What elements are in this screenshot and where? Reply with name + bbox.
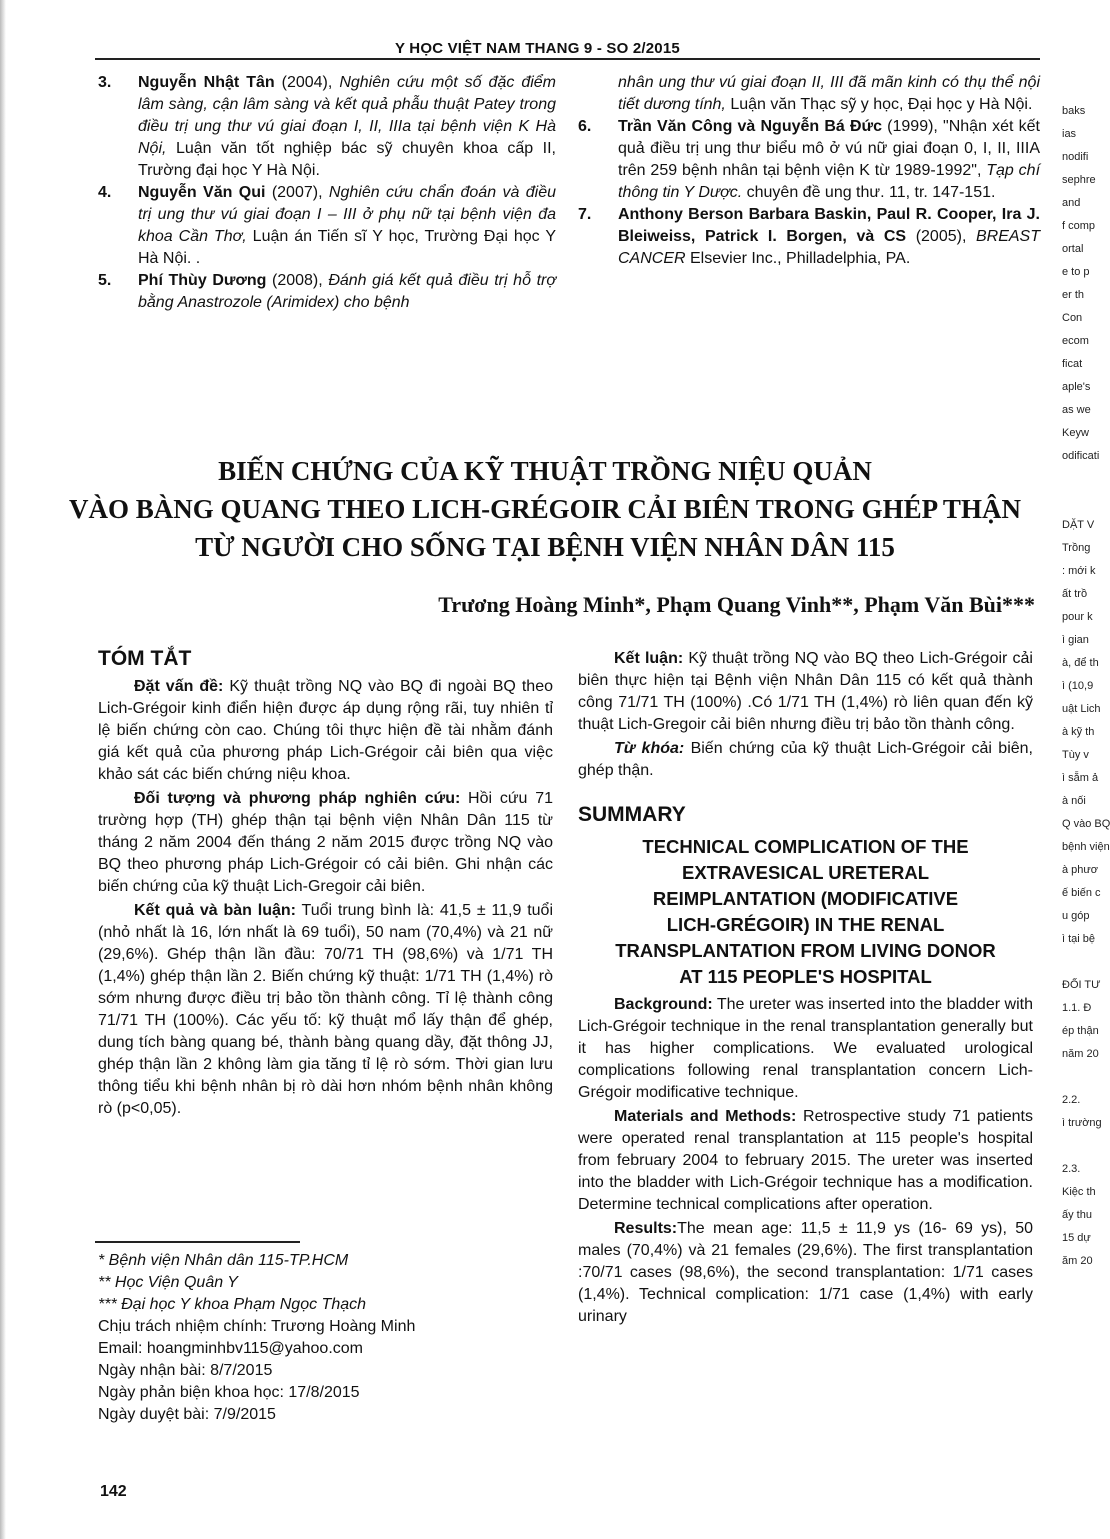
reference-continuation <box>578 72 1040 116</box>
fragment-line: 2.3. <box>1062 1163 1081 1175</box>
paragraph-label: Materials and Methods: <box>614 1108 797 1125</box>
reference-number: 4. <box>98 184 112 201</box>
summary-paragraph <box>578 1106 1033 1216</box>
fragment-line: Keyw <box>1062 427 1089 439</box>
date-reviewed: Ngày phản biện khoa học: 17/8/2015 <box>98 1384 360 1401</box>
fragment-line: ì trường <box>1062 1117 1102 1129</box>
fragment-line: er th <box>1062 289 1085 301</box>
reference-author: Nguyễn Nhật Tân <box>138 74 275 91</box>
fragment-line: e to p <box>1062 266 1090 278</box>
fragment-line: ecom <box>1062 335 1089 347</box>
fragment-line <box>1062 468 1090 491</box>
reference-year: (2008), <box>266 272 329 289</box>
fragment-line: odificati <box>1062 450 1100 462</box>
title-line: TRANSPLANTATION FROM LIVING DONOR <box>615 940 996 961</box>
reference-source: chuyên đề ung thư. 11, tr. 147-151. <box>742 184 996 201</box>
fragment-line: ì gian <box>1062 634 1089 646</box>
fragment-line: pour k <box>1062 611 1093 623</box>
fragment-line: 2.2. <box>1062 1094 1081 1106</box>
fragment-line: ficat <box>1062 358 1083 370</box>
fragment-line: ì (10,9 <box>1062 680 1094 692</box>
fragment-line: Tùy v <box>1062 749 1089 761</box>
fragment-line: as we <box>1062 404 1091 416</box>
reference-number: 7. <box>578 206 592 223</box>
reference-source: Luận văn tốt nghiệp bác sỹ chuyên khoa cấp II, Trường đại học Y Hà Nội. <box>138 140 556 179</box>
title-line: TECHNICAL COMPLICATION OF THE <box>642 836 969 857</box>
reference-year: (2007), <box>265 184 329 201</box>
reference-year: (2004), <box>274 74 340 91</box>
references-right <box>578 72 1040 270</box>
paragraph-text: The mean age: 11,5 ± 11,9 ys (16- 69 ys), 50 males (70,4%) và 21 females (29,6%). The first transplantation :70/71 cases (98,6%), the second transplantation: 1/71 cases (1,4%). Technical complication: 1/71 case (1,4%) with early urinary <box>578 1220 1033 1325</box>
reference-item <box>98 270 556 314</box>
fragment-line: ortal <box>1062 243 1084 255</box>
fragment-line: ất trồ <box>1062 588 1088 600</box>
paragraph-label: Kết luận: <box>614 650 684 667</box>
paragraph-label: Results: <box>614 1220 678 1237</box>
paragraph-text: The ureter was inserted into the bladder with Lich-Grégoir technique in the renal transplantation generally but it has higher complications. We evaluated urological complications following renal transplantation concern Lich-Grégoir modificative technique. <box>578 996 1033 1101</box>
reference-item <box>98 182 556 270</box>
fragment-line: Q vào BQ <box>1062 818 1110 830</box>
paragraph-text: Tuổi trung bình là: 41,5 ± 11,9 tuổi (nhỏ nhất là 16, lớn nhất là 69 tuổi), 50 nam (70,4%) và 21 nữ (29,6%). Ghép thận lần đầu: 70/71 TH (98,6%) và 1/71 TH (1,4%) ghép thận lần 2. Biến chứng kỹ thuật: 1/71 TH (1,4%) rò sớm nhưng được điều trị bảo tồn thành công. Tỉ lệ thành công 71/71 TH (100%). Các yếu tố: kỹ thuật mổ lấy thận để ghép, dung tích bàng quang bé, thành bàng quang dầy, đặt thông JJ, ghép thận lần 2 không làm gia tăng tỉ lệ rò sớm. Thời gian lưu thông tiểu khi bệnh nhân bị rò dài hơn nhóm bệnh nhân không rò (p<0,05). <box>98 902 553 1117</box>
summary-heading: SUMMARY <box>578 803 686 826</box>
fragment-line <box>1062 951 1090 974</box>
footnote-affiliation: ** Học Viện Quân Y <box>98 1274 238 1291</box>
fragment-line: DẶT V <box>1062 519 1095 531</box>
fragment-line: Kiệc th <box>1062 1186 1096 1198</box>
fragment-line: ĐỐI TƯ <box>1062 979 1101 991</box>
fragment-line: 1.1. Đ <box>1062 1002 1092 1014</box>
reference-item <box>98 72 556 182</box>
email: Email: hoangminhbv115@yahoo.com <box>98 1340 363 1357</box>
reference-item <box>578 204 1040 270</box>
fragment-line: aple's <box>1062 381 1091 393</box>
footnote-affiliation: *** Đại học Y khoa Phạm Ngọc Thạch <box>98 1296 367 1313</box>
fragment-line: bệnh viện <box>1062 841 1110 853</box>
article-title <box>40 452 1050 566</box>
reference-author: Nguyễn Văn Qui <box>138 184 266 201</box>
reference-title: Nghiên cứu một số đặc điểm lâm sàng, cận lâm sàng và kết quả phẫu thuật Patey trong điều trị ung thư vú giai đoạn I, II, IIIa tại bệnh viện K Hà Nội, <box>138 74 557 157</box>
abstract-paragraph <box>98 788 553 898</box>
fragment-line: and <box>1062 197 1081 209</box>
paragraph-text: Kỹ thuật trồng NQ vào BQ đi ngoài BQ theo Lich-Grégoir kinh điển hiện được áp dụng rộng rãi, tuy nhiên tỉ lệ biến chứng còn cao. Chúng tôi thực hiện đề tài nhằm đánh giá kết quả của phương pháp Lich-Grégoir cải biên qua việc khảo sát các biến chứng niệu khoa. <box>98 678 553 783</box>
abstract-paragraph <box>98 676 553 786</box>
fragment-line <box>1062 1066 1090 1089</box>
reference-number: 6. <box>578 118 592 135</box>
fragment-line: uật Lich <box>1062 703 1101 715</box>
paragraph-text: Biến chứng của kỹ thuật Lich-Grégoir cải biên, ghép thận. <box>578 740 1033 779</box>
references-left <box>98 72 556 314</box>
reference-source: Luận án Tiến sĩ Y học, Trường Đại học Y Hà Nội. . <box>138 228 556 267</box>
paragraph-text: Hồi cứu 71 trường hợp (TH) ghép thận tại bệnh viện Nhân Dân 115 từ tháng 2 năm 2004 đến tháng 2 năm 2015 được trồng NQ vào BQ theo phương pháp Lich-Grégoir có cải biên. Ghi nhận các biến chứng của kỹ thuật Lich-Gregoir cải biên. <box>98 790 554 895</box>
fragment-line: Con <box>1062 312 1083 324</box>
title-line: LICH-GRÉGOIR) IN THE RENAL <box>666 914 945 935</box>
footnote-rule <box>95 1241 300 1243</box>
reference-source: Elsevier Inc., Philladelphia, PA. <box>685 250 911 267</box>
footnote-affiliation: * Bệnh viện Nhân dân 115-TP.HCM <box>98 1252 349 1269</box>
fragment-line: à nối <box>1062 795 1086 807</box>
paragraph-label: Kết quả và bàn luận: <box>134 902 296 919</box>
fragment-line: f comp <box>1062 220 1096 232</box>
keywords <box>578 738 1033 782</box>
paragraph-text: Kỹ thuật trồng NQ vào BQ theo Lich-Grégoir cải biên thực hiện tại Bệnh viện Nhân Dân 115 có kết quả thành công 71/71 TH (100%) .Có 1/71 TH (1,4%) rò liên quan đến kỹ thuật Lich-Gregoir cải biên nhưng điều trị bảo tồn thành công. <box>578 650 1033 733</box>
adjacent-page-fragment <box>1062 100 1110 1296</box>
paragraph-label: Background: <box>614 996 713 1013</box>
abstract-paragraph <box>98 900 553 1120</box>
reference-author: Anthony Berson Barbara Baskin, Paul R. Cooper, Ira J. Bleiweiss, Patrick I. Borgen, và CS <box>618 206 1040 245</box>
reference-number: 5. <box>98 272 112 289</box>
fragment-line: ép thận <box>1062 1025 1099 1037</box>
fragment-line: ias <box>1062 128 1077 140</box>
title-line: AT 115 PEOPLE'S HOSPITAL <box>679 966 932 987</box>
abstract-vietnamese <box>98 648 553 1122</box>
reference-text: "Nhận xét kết quả điều trị ung thư biểu mô ở vú nữ giai đoạn 0, I, II, IIIA trên 259 bệnh nhân tại bệnh viện K từ 1989-1992", <box>618 118 1041 179</box>
title-line: REIMPLANTATION (MODIFICATIVE <box>652 888 959 909</box>
summary-paragraph <box>578 1218 1033 1328</box>
fragment-line: ế biến c <box>1062 887 1101 899</box>
reference-title: nhân ung thư vú giai đoạn II, III đã mãn kinh có thụ thể nội tiết dương tính, <box>618 74 1040 113</box>
title-line: VÀO BÀNG QUANG THEO LICH-GRÉGOIR CẢI BIÊN TRONG GHÉP THẬN <box>69 494 1021 524</box>
reference-title: BREAST CANCER <box>618 228 1040 267</box>
english-title <box>578 834 1033 990</box>
reference-item <box>578 116 1040 204</box>
reference-title: Tạp chí thông tin Y Dược. <box>618 162 1041 201</box>
reference-title: Đánh giá kết quả điều trị hỗ trợ bằng Anastrozole (Arimidex) cho bệnh <box>138 272 557 311</box>
fragment-line <box>1062 1273 1090 1296</box>
reference-source: Luận văn Thạc sỹ y học, Đại học y Hà Nội. <box>725 96 1033 113</box>
summary-paragraph <box>578 994 1033 1104</box>
author-list: Trương Hoàng Minh*, Phạm Quang Vinh**, Phạm Văn Bùi*** <box>438 592 1035 617</box>
header-rule <box>95 58 1040 60</box>
fragment-line: ì tại bệ <box>1062 933 1096 945</box>
title-line: BIẾN CHỨNG CỦA KỸ THUẬT TRỒNG NIỆU QUẢN <box>218 456 872 486</box>
fragment-line: ì sẵm ả <box>1062 772 1099 784</box>
fragment-line: à kỹ th <box>1062 726 1095 738</box>
fragment-line: 15 dự <box>1062 1232 1091 1244</box>
fragment-line: à, để th <box>1062 657 1099 669</box>
fragment-line: à phươ <box>1062 864 1098 876</box>
corresponding-author: Chịu trách nhiệm chính: Trương Hoàng Minh <box>98 1318 416 1335</box>
date-approved: Ngày duyệt bài: 7/9/2015 <box>98 1406 276 1423</box>
date-received: Ngày nhận bài: 8/7/2015 <box>98 1362 273 1379</box>
fragment-line: ăm 20 <box>1062 1255 1093 1267</box>
paragraph-label: Đối tượng và phương pháp nghiên cứu: <box>134 790 461 807</box>
abstract-paragraph <box>578 648 1033 736</box>
paragraph-text: Retrospective study 71 patients were operated renal transplantation at 115 people's hospital from february 2004 to february 2015. The ureter was inserted into the bladder with Lich-Grégoir technique has a modification. Determine technical complications after operation. <box>578 1108 1033 1213</box>
title-line: EXTRAVESICAL URETERAL <box>681 862 930 883</box>
page-number: 142 <box>100 1483 127 1500</box>
title-line: TỪ NGƯỜI CHO SỐNG TẠI BỆNH VIỆN NHÂN DÂN 115 <box>195 532 895 562</box>
reference-number: 3. <box>98 74 112 91</box>
reference-author: Trần Văn Công và Nguyễn Bá Đức <box>618 118 882 135</box>
abstract-heading: TÓM TẮT <box>98 647 192 670</box>
fragment-line <box>1062 491 1090 514</box>
fragment-line: năm 20 <box>1062 1048 1099 1060</box>
scan-edge-shadow <box>0 0 6 1539</box>
footnotes <box>98 1250 415 1426</box>
fragment-line: Trồng <box>1062 542 1091 554</box>
fragment-line: sephre <box>1062 174 1096 186</box>
reference-author: Phí Thùy Dương <box>138 272 267 289</box>
reference-title: Nghiên cứu chẩn đoán và điều trị ung thư vú giai đoạn I – III ở phụ nữ tại bệnh viện đa khoa Cần Thơ, <box>138 184 557 245</box>
fragment-line: nodifi <box>1062 151 1089 163</box>
fragment-line: baks <box>1062 105 1086 117</box>
fragment-line <box>1062 1135 1090 1158</box>
fragment-line: u góp <box>1062 910 1090 922</box>
paragraph-label: Đặt vấn đề: <box>134 678 224 695</box>
running-header: Y HỌC VIỆT NAM THANG 9 - SO 2/2015 <box>395 40 680 57</box>
fragment-line: ấy thu <box>1062 1209 1092 1221</box>
fragment-line: : mới k <box>1062 565 1096 577</box>
reference-year: (1999), <box>882 118 944 135</box>
abstract-right-column <box>578 648 1033 1330</box>
reference-year: (2005), <box>906 228 976 245</box>
paragraph-label: Từ khóa: <box>614 740 685 757</box>
